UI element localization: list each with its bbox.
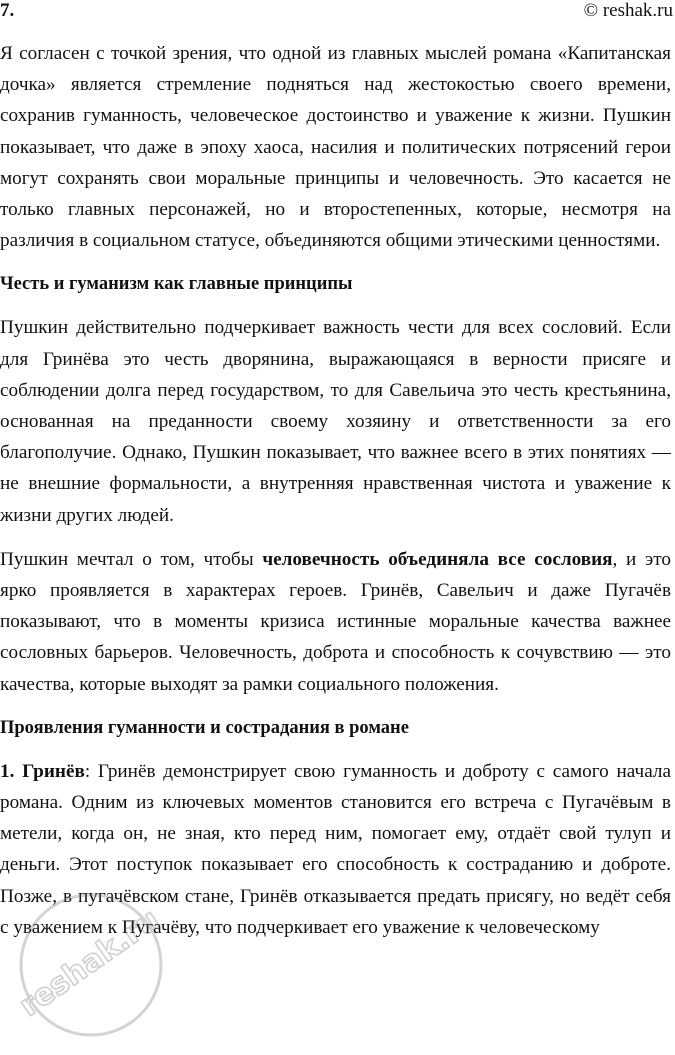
site-copyright: © reshak.ru bbox=[583, 0, 673, 21]
unity-paragraph: Пушкин мечтал о том, чтобы человечность объединяла все сословия, и это ярко проявляется в характерах героев. Гринёв, Савельич и даже Пугачёв показывают, что в моменты кризиса истинные моральные качества важнее сословных барьеров. Человечность, доброта и способность к сочувствию — это качества, которые выходят за рамки социального положения. bbox=[0, 548, 671, 695]
section-heading-humanity: Проявления гуманности и сострадания в романе bbox=[0, 717, 409, 738]
intro-paragraph: Я согласен с точкой зрения, что одной из главных мыслей романа «Капитанская дочка» является стремление подняться над жестокостью своего времени, сохранив гуманность, человеческое достоинство и уважение к жизни. Пушкин показывает, что даже в эпоху хаоса, насилия и политических потрясений герои могут сохранять свои моральные принципы и человечность. Это касается не только главных персонажей, но и второстепенных, которые, несмотря на различия в социальном статусе, объединяются общими этическими ценностями. bbox=[0, 43, 671, 252]
svg-text:reshak.ru: reshak.ru bbox=[13, 902, 166, 1024]
honor-paragraph: Пушкин действительно подчеркивает важность чести для всех сословий. Если для Гринёва это честь дворянина, выражающаяся в верности присяге и соблюдении долга перед государством, то для Савельича это честь крестьянина, основанная на преданности своему хозяину и ответственности за его благополучие. Однако, Пушкин показывает, что важнее всего в этих понятиях — не внешние формальности, а внутренняя нравственная чистота и уважение к жизни других людей. bbox=[0, 317, 671, 526]
document-body bbox=[0, 38, 671, 943]
emphasis-text: человечность объединяла все сословия bbox=[262, 548, 613, 570]
task-number: 7. bbox=[0, 0, 15, 21]
grinev-paragraph: 1. Гринёв: Гринёв демонстрирует свою гуманность и доброту с самого начала романа. Одним из ключевых моментов становится его встреча с Пугачёвым в метели, когда он, не зная, кто перед ним, помогает ему, отдаёт свой тулуп и деньги. Этот поступок показывает его способность к состраданию и доброте. Позже, в пугачёвском стане, Гринёв отказывается предать присягу, но ведёт себя с уважением к Пугачёву, что подчеркивает его уважение к человеческому bbox=[0, 760, 671, 938]
page-header bbox=[0, 0, 675, 24]
list-label: 1. Гринёв bbox=[0, 760, 85, 782]
section-heading-honor: Честь и гуманизм как главные принципы bbox=[0, 274, 353, 295]
